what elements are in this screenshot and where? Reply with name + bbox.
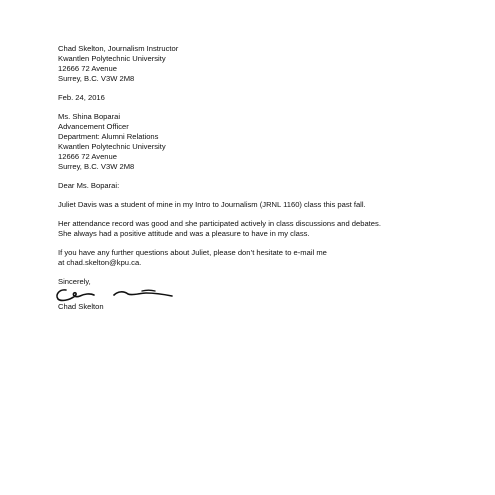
- recipient-title: Advancement Officer: [58, 122, 129, 131]
- sender-street: 12666 72 Avenue: [58, 64, 117, 73]
- spacer: [58, 191, 483, 200]
- recipient-city: Surrey, B.C. V3W 2M8: [58, 162, 135, 171]
- body-paragraph-2-line-1: Her attendance record was good and she participated actively in class discussions and debates.: [58, 219, 381, 228]
- sender-institution: Kwantlen Polytechnic University: [58, 54, 166, 63]
- body-paragraph-2: [58, 219, 483, 239]
- spacer: [58, 239, 483, 248]
- recipient-name: Ms. Shina Boparai: [58, 112, 121, 121]
- sender-address: [58, 44, 483, 84]
- recipient-address: [58, 112, 483, 172]
- handwritten-signature: [54, 287, 176, 303]
- signature-stroke-1: [57, 290, 94, 301]
- sender-city: Surrey, B.C. V3W 2M8: [58, 74, 135, 83]
- signature-name: Chad Skelton: [58, 302, 104, 311]
- spacer: [58, 172, 483, 181]
- recipient-department: Department: Alumni Relations: [58, 132, 159, 141]
- spacer: [58, 103, 483, 112]
- spacer: [58, 84, 483, 93]
- body-paragraph-3-line-2: at chad.skelton@kpu.ca.: [58, 258, 142, 267]
- spacer: [58, 210, 483, 219]
- letter-body: [58, 44, 483, 312]
- letter-date: Feb. 24, 2016: [58, 93, 105, 102]
- body-paragraph-2-line-2: She always had a positive attitude and was a pleasure to have in my class.: [58, 229, 310, 238]
- spacer: [58, 268, 483, 277]
- sender-name-title: Chad Skelton, Journalism Instructor: [58, 44, 179, 53]
- recipient-street: 12666 72 Avenue: [58, 152, 117, 161]
- body-paragraph-1: Juliet Davis was a student of mine in my Intro to Journalism (JRNL 1160) class this past fall.: [58, 200, 366, 209]
- body-paragraph-3: [58, 248, 483, 268]
- signature-stroke-3: [142, 290, 155, 291]
- closing: Sincerely,: [58, 277, 91, 286]
- body-paragraph-3-line-1: If you have any further questions about Juliet, please don’t hesitate to e-mail me: [58, 248, 327, 257]
- recipient-institution: Kwantlen Polytechnic University: [58, 142, 166, 151]
- signature-stroke-2: [114, 292, 172, 296]
- salutation: Dear Ms. Boparai:: [58, 181, 120, 190]
